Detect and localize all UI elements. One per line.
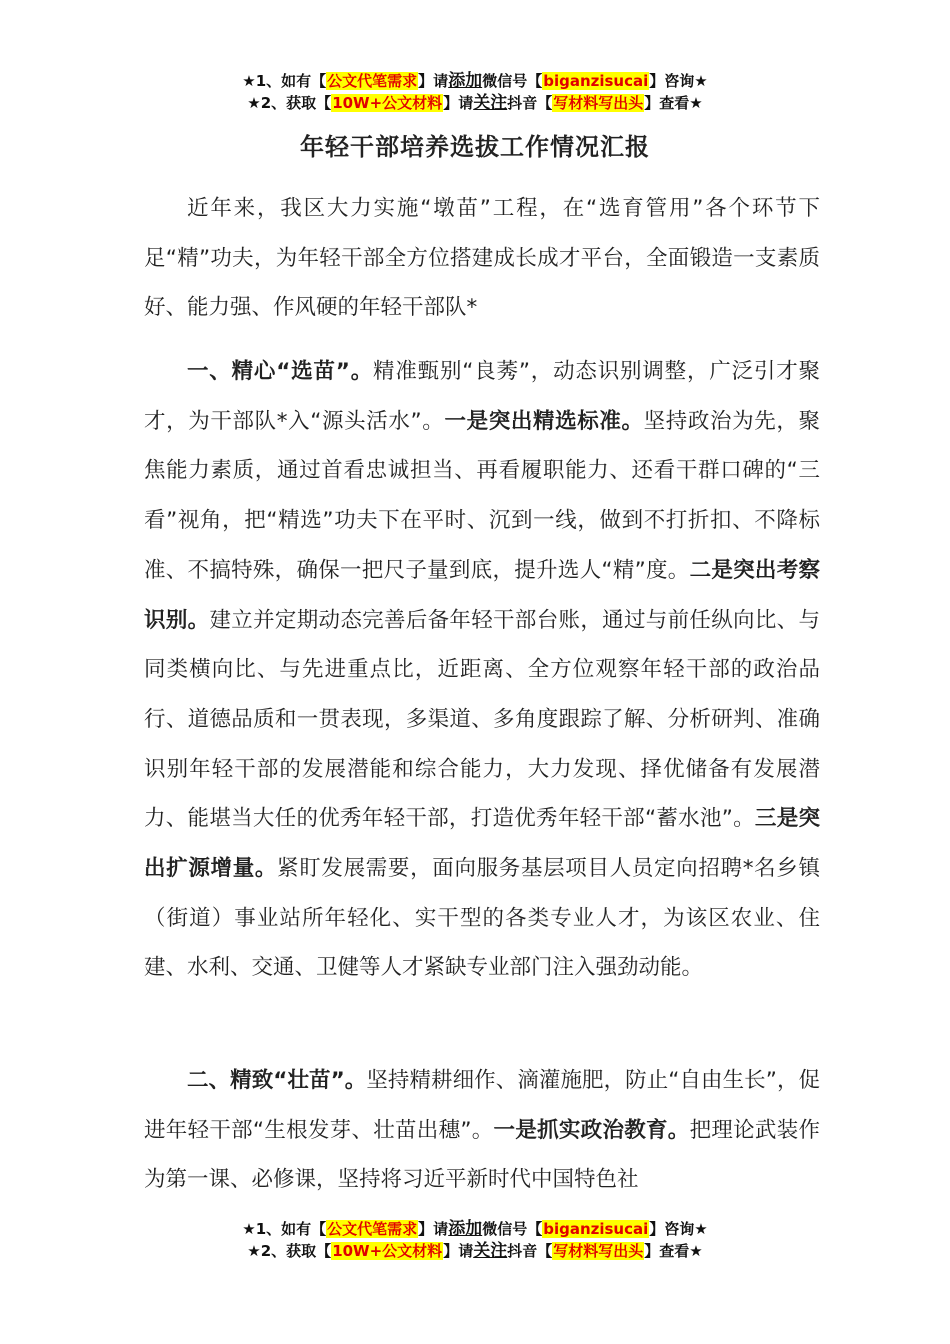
promo-text: ★2、获取【 bbox=[247, 94, 332, 112]
promo-highlight: biganzisucai bbox=[543, 1220, 649, 1238]
body-text: 坚持政治为先，聚焦能力素质，通过首看忠诚担当、再看履职能力、还看干群口碑的“三看”视角，把“精选”功夫下在平时、沉到一线，做到不打折扣、不降标准、不搞特殊，确保一把尺子量到底，提升选人“精”度。 bbox=[144, 408, 820, 583]
promo-text: 抖音【 bbox=[507, 1242, 553, 1260]
promo-text: 】咨询★ bbox=[649, 1220, 708, 1238]
promo-text: 】请 bbox=[443, 1242, 474, 1260]
promo-highlight: 公文代笔需求 bbox=[327, 72, 418, 90]
promo-highlight: 10W+公文材料 bbox=[332, 94, 443, 112]
intro-paragraph: 近年来，我区大力实施“墩苗”工程，在“选育管用”各个环节下足“精”功夫，为年轻干部全方位搭建成长成才平台，全面锻造一支素质好、能力强、作风硬的年轻干部队* bbox=[144, 196, 820, 321]
promo-text: 】请 bbox=[443, 94, 474, 112]
promo-text: 】查看★ bbox=[644, 94, 703, 112]
section-2-block bbox=[144, 1056, 820, 1205]
promo-text: 微信号【 bbox=[482, 1220, 543, 1238]
promo-line-2 bbox=[0, 92, 950, 114]
promo-line-1 bbox=[0, 70, 950, 92]
promo-text: ★1、如有【 bbox=[242, 72, 327, 90]
promo-underlined: 添加 bbox=[448, 1219, 483, 1239]
body-text: 精准甄别“良莠”，动态识别调整，广泛引才聚才，为干部队*入“源头活水”。 bbox=[144, 359, 821, 434]
promo-text: ★1、如有【 bbox=[242, 1220, 327, 1238]
promo-highlight: 写材料写出头 bbox=[553, 1242, 644, 1260]
promo-highlight: biganzisucai bbox=[543, 72, 649, 90]
document-title: 年轻干部培养选拔工作情况汇报 bbox=[300, 133, 650, 161]
promo-text: 】请 bbox=[418, 72, 449, 90]
bold-lead: 一是突出精选标准。 bbox=[444, 408, 644, 434]
promo-line-2 bbox=[0, 1240, 950, 1262]
promo-text: 】查看★ bbox=[644, 1242, 703, 1260]
promo-text: 】请 bbox=[418, 1220, 449, 1238]
promo-footer bbox=[0, 1218, 950, 1262]
section-1-block bbox=[144, 347, 820, 993]
body-text: 把理论武装作为第一课、必修课，坚持将习近平新时代中国特色社 bbox=[144, 1117, 820, 1193]
section-1-paragraph bbox=[144, 347, 820, 993]
promo-underlined: 添加 bbox=[448, 71, 483, 91]
bold-lead: 三是突出扩源增量。 bbox=[144, 806, 820, 882]
bold-lead: 二是突出考察识别。 bbox=[144, 557, 820, 633]
section-2-heading: 二、精致“壮苗”。 bbox=[187, 1068, 367, 1093]
promo-text: 微信号【 bbox=[482, 72, 543, 90]
section-1-heading: 一、精心“选苗”。 bbox=[187, 359, 374, 384]
promo-header bbox=[0, 70, 950, 114]
section-2-paragraph bbox=[144, 1056, 820, 1205]
intro-paragraph-block bbox=[144, 184, 820, 333]
body-text: 建立并定期动态完善后备年轻干部台账，通过与前任纵向比、与同类横向比、与先进重点比，近距离、全方位观察年轻干部的政治品行、道德品质和一贯表现，多渠道、多角度跟踪了解、分析研判、准确识别年轻干部的发展潜能和综合能力，大力发现、择优储备有发展潜力、能堪当大任的优秀年轻干部，打造优秀年轻干部“蓄水池”。 bbox=[144, 607, 820, 832]
bold-lead: 一是抓实政治教育。 bbox=[493, 1117, 690, 1143]
promo-highlight: 公文代笔需求 bbox=[327, 1220, 418, 1238]
body-text: 紧盯发展需要，面向服务基层项目人员定向招聘*名乡镇（街道）事业站所年轻化、实干型的各类专业人才，为该区农业、住建、水利、交通、卫健等人才紧缺专业部门注入强劲动能。 bbox=[144, 856, 820, 981]
promo-text: ★2、获取【 bbox=[247, 1242, 332, 1260]
promo-underlined: 关注 bbox=[473, 1241, 508, 1261]
promo-highlight: 写材料写出头 bbox=[553, 94, 644, 112]
promo-text: 抖音【 bbox=[507, 94, 553, 112]
body-text: 坚持精耕细作、滴灌施肥，防止“自由生长”，促进年轻干部“生根发芽、壮苗出穗”。 bbox=[144, 1068, 821, 1143]
promo-text: 】咨询★ bbox=[649, 72, 708, 90]
promo-underlined: 关注 bbox=[473, 93, 508, 113]
promo-line-1 bbox=[0, 1218, 950, 1240]
promo-highlight: 10W+公文材料 bbox=[332, 1242, 443, 1260]
